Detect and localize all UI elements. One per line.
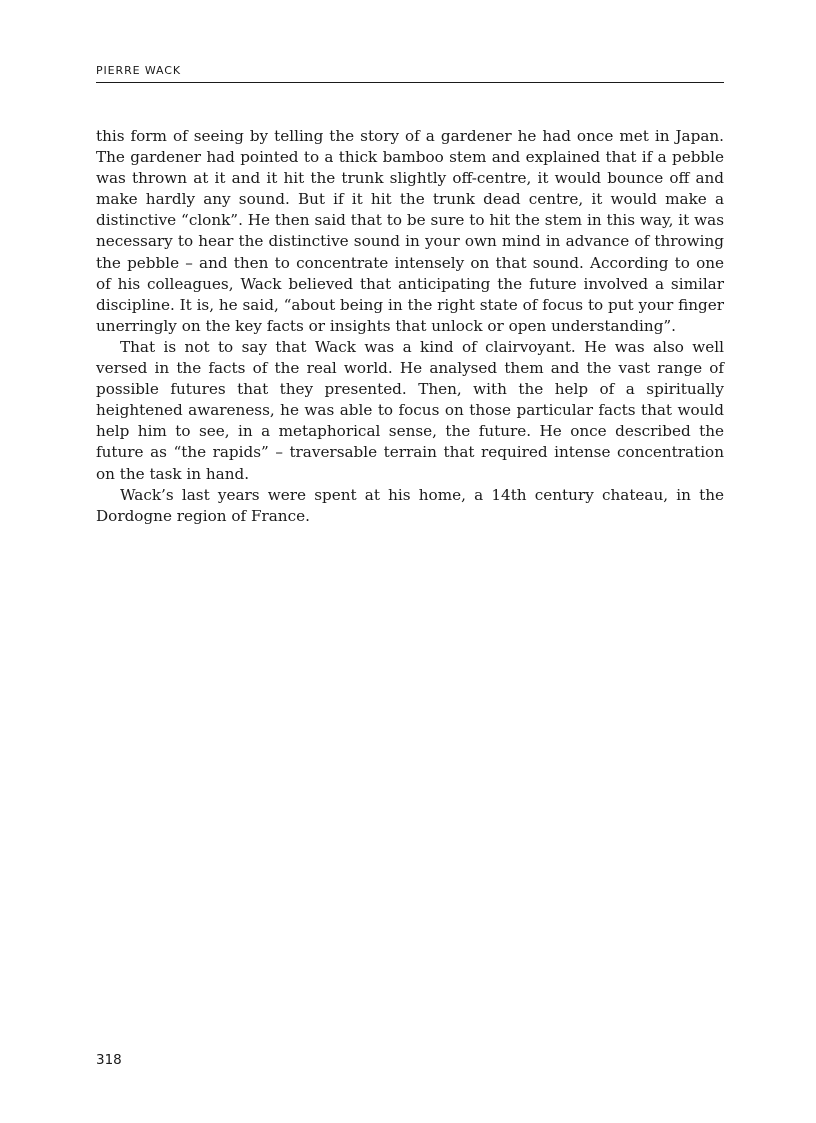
- paragraph-3: Wack’s last years were spent at his home, a 14th century chateau, in the Dordogne region of France.: [96, 485, 724, 525]
- body-text: [96, 126, 724, 527]
- header-rule: [96, 82, 724, 83]
- running-head: PIERRE WACK: [96, 64, 181, 77]
- page-number: 318: [96, 1052, 122, 1068]
- paragraph-2: That is not to say that Wack was a kind of clairvoyant. He was also well versed in the facts of the real world. He analysed them and the vast range of possible futures that they presented. Then, with the help of a spiritually heightened awareness, he was able to focus on those particular facts that would help him to see, in a metaphorical sense, the future. He once described the future as “the rapids” – traversable terrain that required intense concentration on the task in hand.: [96, 337, 724, 483]
- paragraph-1: this form of seeing by telling the story of a gardener he had once met in Japan. The gardener had pointed to a thick bamboo stem and explained that if a pebble was thrown at it and it hit the trunk slightly off-centre, it would bounce off and make hardly any sound. But if it hit the trunk dead centre, it would make a distinctive “clonk”. He then said that to be sure to hit the stem in this way, it was necessary to hear the distinctive sound in your own mind in advance of throwing the pebble – and then to concentrate intensely on that sound. According to one of his colleagues, Wack believed that anticipating the future involved a similar discipline. It is, he said, “about being in the right state of focus to put your finger unerringly on the key facts or insights that unlock or open understanding”.: [96, 127, 724, 335]
